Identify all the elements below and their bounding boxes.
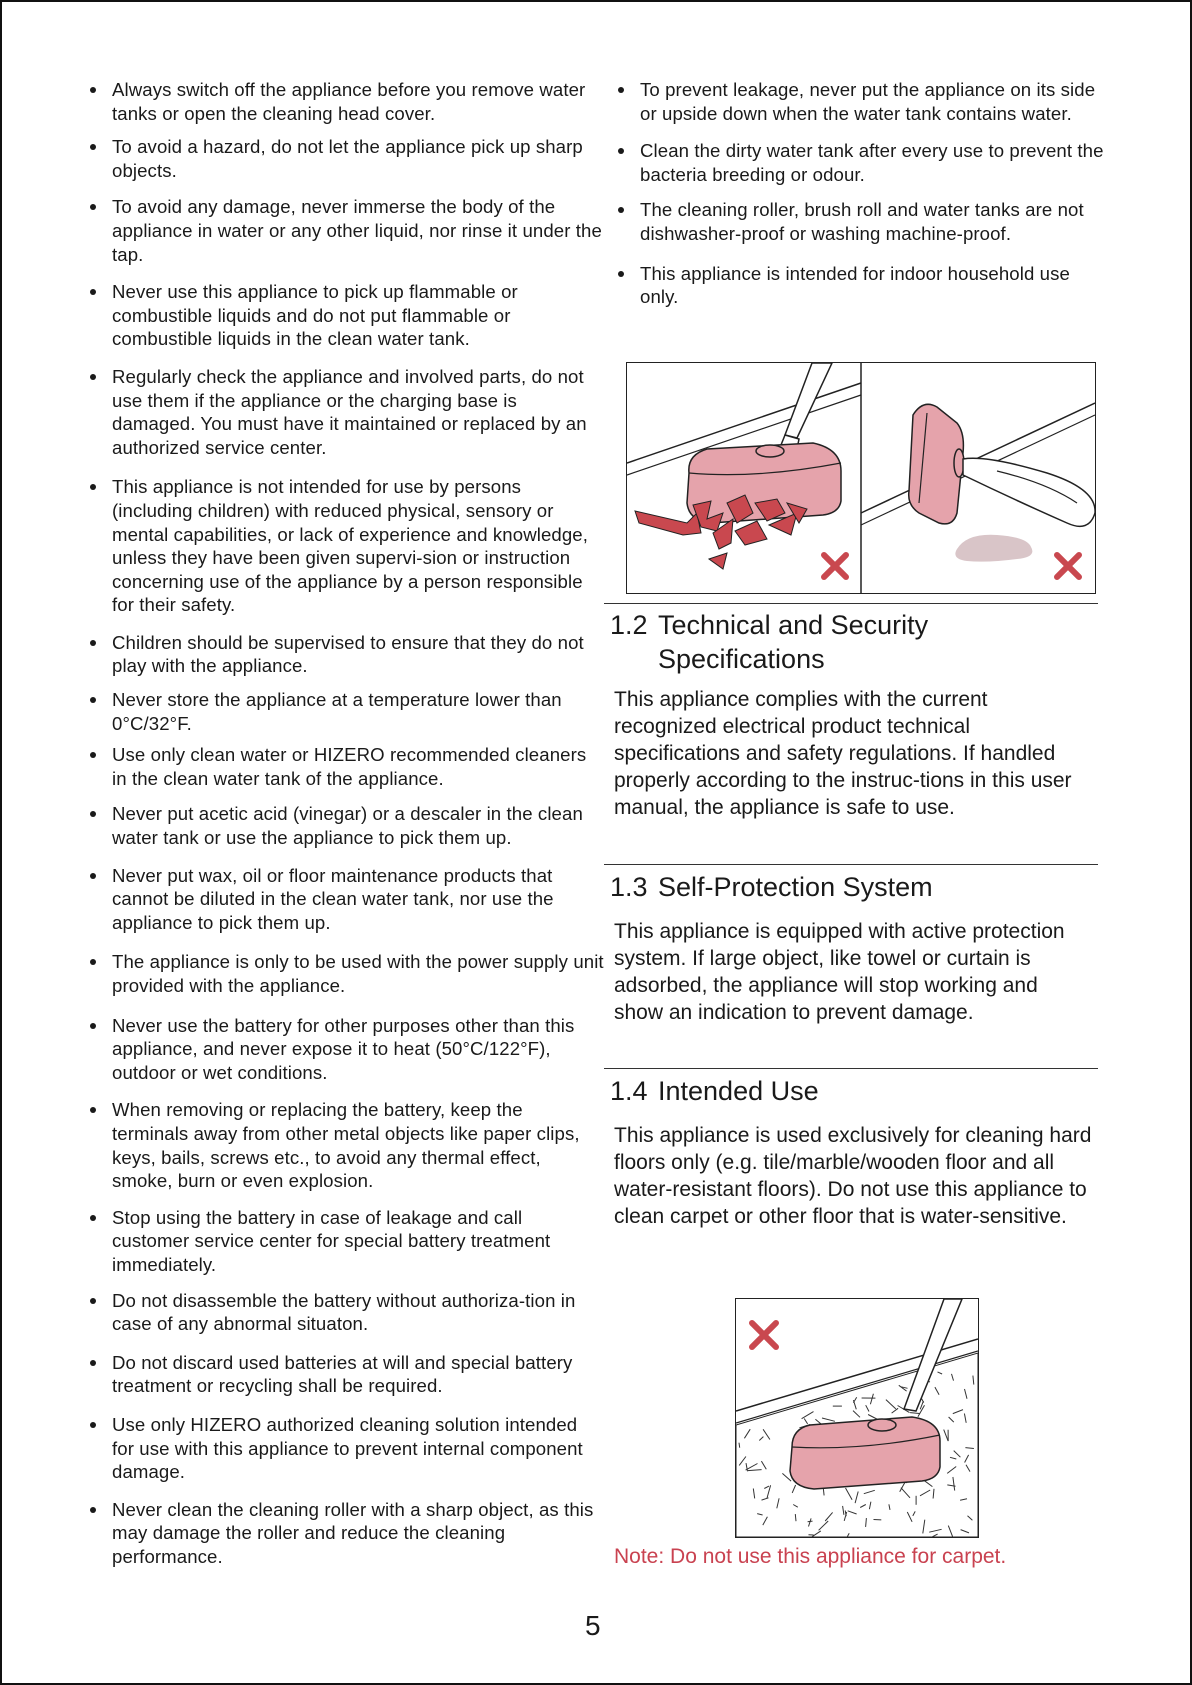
carpet-note: Note: Do not use this appliance for carpet. <box>614 1545 1007 1568</box>
list-item: This appliance is not intended for use by persons (including children) with reduced physical, sensory or mental capabilities, or lack of experience and knowledge, unless they have been given supervi-sion or instruction concerning use of the appliance by a person responsible for their safety. <box>84 475 604 617</box>
section-title-line1: Technical and Security <box>658 610 929 640</box>
safety-list-left <box>84 78 604 1568</box>
list-item: This appliance is intended for indoor household use only. <box>612 262 1112 309</box>
section-body-1-3: This appliance is equipped with active protection system. If large object, like towel or curtain is adsorbed, the appliance will stop working and show an indication to prevent damage. <box>614 920 1065 1024</box>
page-number: 5 <box>585 1610 601 1641</box>
list-item: Use only HIZERO authorized cleaning solution intended for use with this appliance to prevent internal component damage. <box>84 1413 604 1484</box>
section-title-line2: Specifications <box>658 644 825 674</box>
list-item: Regularly check the appliance and involved parts, do not use them if the appliance or the charging base is damaged. You must have it maintained or replaced by an authorized service center. <box>84 365 604 459</box>
close-icon <box>1057 555 1079 577</box>
section-title-1-2 <box>610 608 928 676</box>
section-number: 1.4 <box>610 1076 648 1106</box>
list-item: When removing or replacing the battery, keep the terminals away from other metal objects like paper clips, keys, bails, screws etc., to avoid any thermal effect, smoke, burn or even explosion. <box>84 1098 604 1192</box>
section-divider <box>604 603 1098 604</box>
list-item: Never put acetic acid (vinegar) or a descaler in the clean water tank or use the appliance to pick them up. <box>84 802 604 849</box>
section-number: 1.3 <box>610 872 648 902</box>
carpet-warning-illustration <box>735 1298 979 1538</box>
liquid-leak-panel <box>861 403 1095 577</box>
list-item: To prevent leakage, never put the appliance on its side or upside down when the water tank contains water. <box>612 78 1112 125</box>
right-column <box>612 78 1112 319</box>
section-title-text: Intended Use <box>658 1076 819 1106</box>
list-item: Never store the appliance at a temperature lower than 0°C/32°F. <box>84 688 604 735</box>
section-title-1-3 <box>610 870 933 904</box>
list-item: Do not discard used batteries at will and special battery treatment or recycling shall be required. <box>84 1351 604 1398</box>
close-icon <box>824 555 846 577</box>
list-item: Never put wax, oil or floor maintenance products that cannot be diluted in the clean water tank, nor use the appliance to pick them up. <box>84 864 604 935</box>
list-item: Clean the dirty water tank after every use to prevent the bacteria breeding or odour. <box>612 139 1112 186</box>
section-number: 1.2 <box>610 610 648 640</box>
section-divider <box>604 1068 1098 1069</box>
list-item: The cleaning roller, brush roll and water tanks are not dishwasher-proof or washing machine-proof. <box>612 198 1112 245</box>
section-title-text: Self-Protection System <box>658 872 933 902</box>
list-item: Stop using the battery in case of leakage and call customer service center for special battery treatment immediately. <box>84 1206 604 1277</box>
list-item: Children should be supervised to ensure that they do not play with the appliance. <box>84 631 604 678</box>
list-item: To avoid a hazard, do not let the appliance pick up sharp objects. <box>84 135 604 182</box>
list-item: The appliance is only to be used with the power supply unit provided with the appliance. <box>84 950 604 997</box>
section-divider <box>604 864 1098 865</box>
list-item: Always switch off the appliance before you remove water tanks or open the cleaning head cover. <box>84 78 604 125</box>
sharp-objects-panel <box>627 363 861 577</box>
list-item: Never use this appliance to pick up flammable or combustible liquids and do not put flammable or combustible liquids in the clean water tank. <box>84 280 604 351</box>
list-item: Use only clean water or HIZERO recommended cleaners in the clean water tank of the appliance. <box>84 743 604 790</box>
list-item: Never clean the cleaning roller with a sharp object, as this may damage the roller and reduce the cleaning performance. <box>84 1498 604 1569</box>
section-body-1-2: This appliance complies with the current recognized electrical product technical specifications and safety regulations. If handled properly according to the instruc-tions in this user manual, the appliance is safe to use. <box>614 688 1072 819</box>
section-title-1-4 <box>610 1074 819 1108</box>
list-item: To avoid any damage, never immerse the body of the appliance in water or any other liquid, nor rinse it under the tap. <box>84 195 604 266</box>
list-item: Do not disassemble the battery without authoriza-tion in case of any abnormal situaton. <box>84 1289 604 1336</box>
safety-list-right <box>612 78 1112 309</box>
left-column <box>84 78 604 1578</box>
close-icon <box>752 1323 776 1347</box>
section-body-1-4: This appliance is used exclusively for cleaning hard floors only (e.g. tile/marble/wooden floor and all water-resistant floors). Do not use this appliance to clean carpet or other floor that is water-sensitive. <box>614 1124 1092 1228</box>
list-item: Never use the battery for other purposes other than this appliance, and never expose it to heat (50°C/122°F), outdoor or wet conditions. <box>84 1014 604 1085</box>
warning-illustration-top <box>626 362 1096 594</box>
